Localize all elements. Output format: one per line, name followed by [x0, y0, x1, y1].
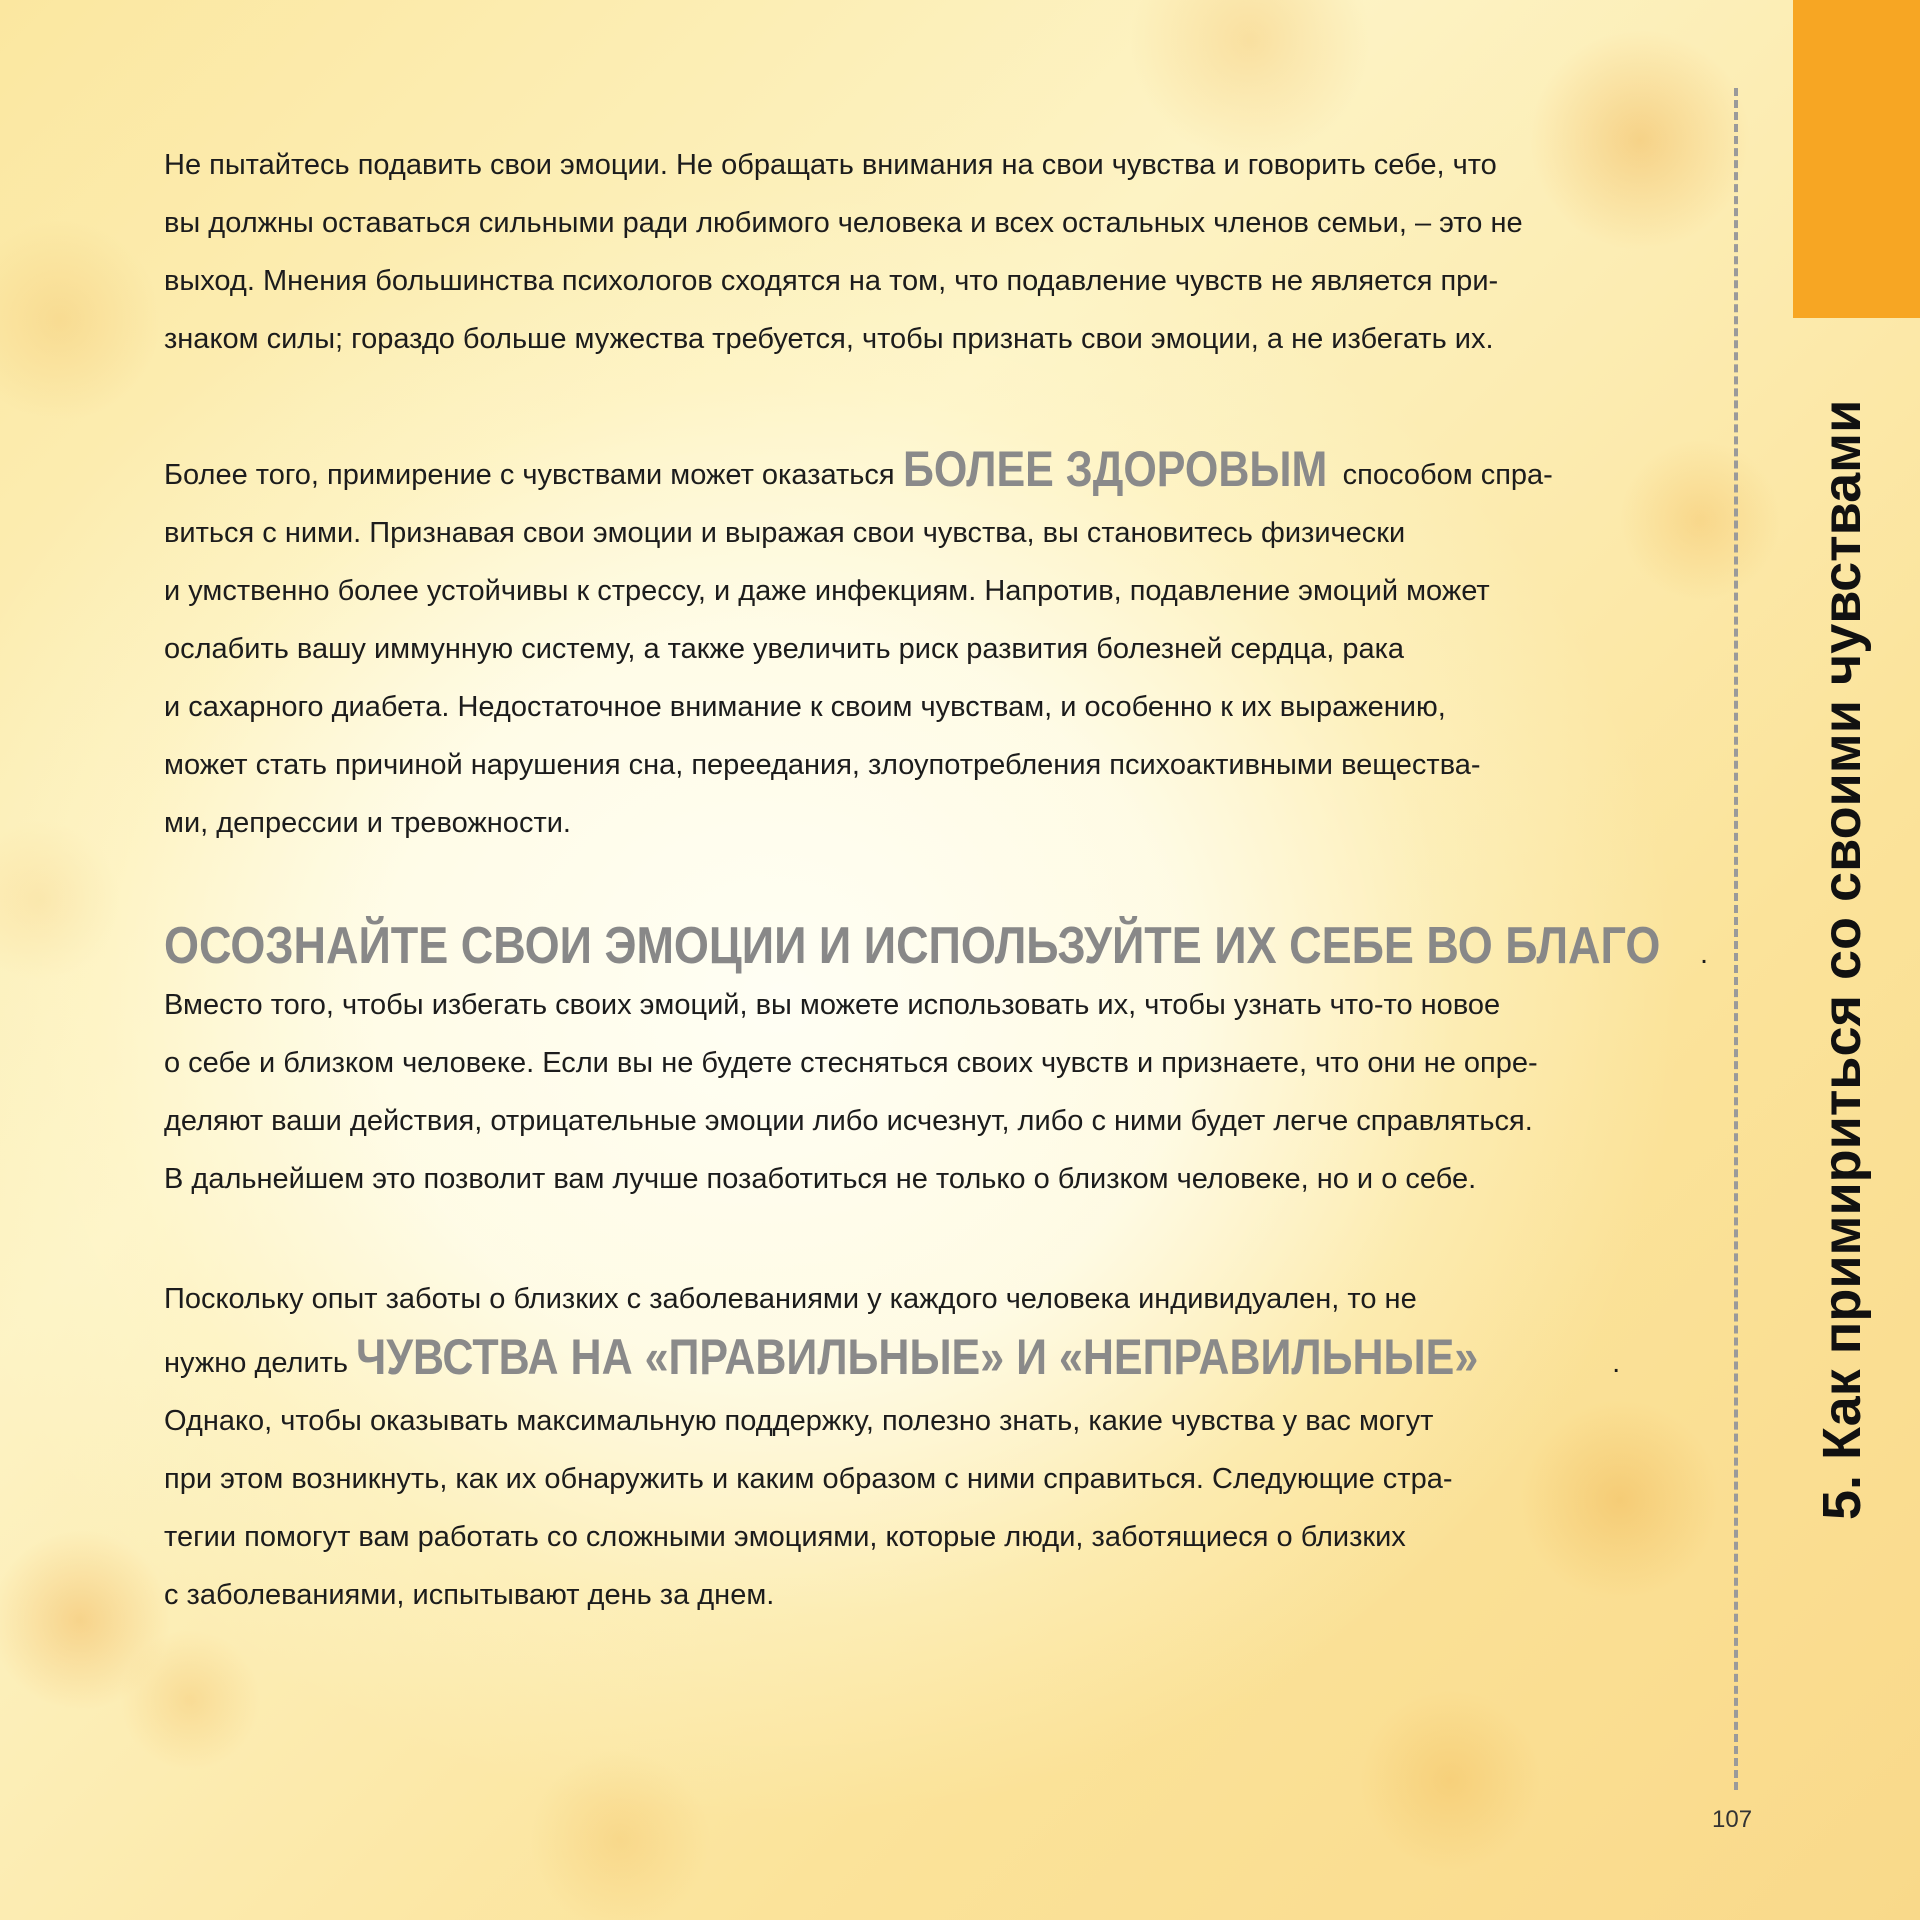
paragraph-line: тегии помогут вам работать со сложными эмоциями, которые люди, заботящиеся о близких: [164, 1521, 1406, 1553]
text-run: Более того, примирение с чувствами может оказаться: [164, 459, 903, 491]
paragraph-line: ми, депрессии и тревожности.: [164, 807, 571, 839]
paragraph-line: деляют ваши действия, отрицательные эмоции либо исчезнут, либо с ними будет легче справляться.: [164, 1105, 1533, 1137]
paragraph-line: В дальнейшем это позволит вам лучше позаботиться не только о близком человеке, но и о себе.: [164, 1163, 1477, 1195]
paragraph-line: и сахарного диабета. Недостаточное внимание к своим чувствам, и особенно к их выражению,: [164, 691, 1446, 723]
paragraph-line: [164, 440, 1724, 504]
paragraph-line: может стать причиной нарушения сна, переедания, злоупотребления психоактивными вещества-: [164, 749, 1481, 781]
paragraph-line: при этом возникнуть, как их обнаружить и каким образом с ними справиться. Следующие стра-: [164, 1463, 1453, 1495]
page-number: 107: [1712, 1806, 1753, 1833]
paragraph-line: Однако, чтобы оказывать максимальную поддержку, полезно знать, какие чувства у вас могут: [164, 1405, 1434, 1437]
paragraph-2: [164, 440, 1724, 852]
paragraph-line: Поскольку опыт заботы о близких с заболеваниями у каждого человека индивидуален, то не: [164, 1283, 1417, 1315]
paragraph-line: и умственно более устойчивы к стрессу, и даже инфекциям. Напротив, подавление эмоций может: [164, 575, 1490, 607]
section-heading-row: [164, 916, 1724, 976]
section-heading: ОСОЗНАЙТЕ СВОИ ЭМОЦИИ И ИСПОЛЬЗУЙТЕ ИХ СЕБЕ ВО БЛАГО: [164, 917, 1661, 975]
paragraph-line: о себе и близком человеке. Если вы не будете стесняться своих чувств и признаете, что они не опре-: [164, 1047, 1538, 1079]
paragraph-line: Не пытайтесь подавить свои эмоции. Не обращать внимания на свои чувства и говорить себе, что: [164, 149, 1497, 181]
chapter-title-container: [1812, 375, 1872, 1520]
paragraph-line: [164, 1328, 1724, 1392]
paragraph-4: [164, 1270, 1724, 1624]
paragraph-line: виться с ними. Признавая свои эмоции и выражая свои чувства, вы становитесь физически: [164, 517, 1406, 549]
highlight-feelings: ЧУВСТВА НА «ПРАВИЛЬНЫЕ» И «НЕПРАВИЛЬНЫЕ»: [356, 1329, 1479, 1385]
chapter-title: 5. Как примириться со своими чувствами: [1812, 399, 1872, 1520]
text-run: нужно делить: [164, 1347, 357, 1379]
paragraph-line: ослабить вашу иммунную систему, а также увеличить риск развития болезней сердца, рака: [164, 633, 1405, 665]
paragraph-line: с заболеваниями, испытывают день за днем.: [164, 1579, 775, 1611]
paragraph-line: вы должны оставаться сильными ради любимого человека и всех остальных членов семьи, – это не: [164, 207, 1523, 239]
highlight-healthier: БОЛЕЕ ЗДОРОВЫМ: [902, 441, 1327, 497]
paragraph-line: знаком силы; гораздо больше мужества требуется, чтобы признать свои эмоции, а не избегать их.: [164, 323, 1494, 355]
text-run: способом спра-: [1334, 459, 1553, 491]
page-body: [164, 136, 1724, 1624]
paragraph-line: выход. Мнения большинства психологов сходятся на том, что подавление чувств не является при-: [164, 265, 1499, 297]
text-run: .: [1612, 1347, 1621, 1379]
paragraph-3: [164, 976, 1724, 1208]
dashed-divider: [1734, 88, 1738, 1790]
heading-period: .: [1700, 938, 1709, 970]
paragraph-1: [164, 136, 1724, 368]
chapter-tab: [1793, 0, 1920, 318]
paragraph-line: Вместо того, чтобы избегать своих эмоций, вы можете использовать их, чтобы узнать что-то новое: [164, 989, 1501, 1021]
